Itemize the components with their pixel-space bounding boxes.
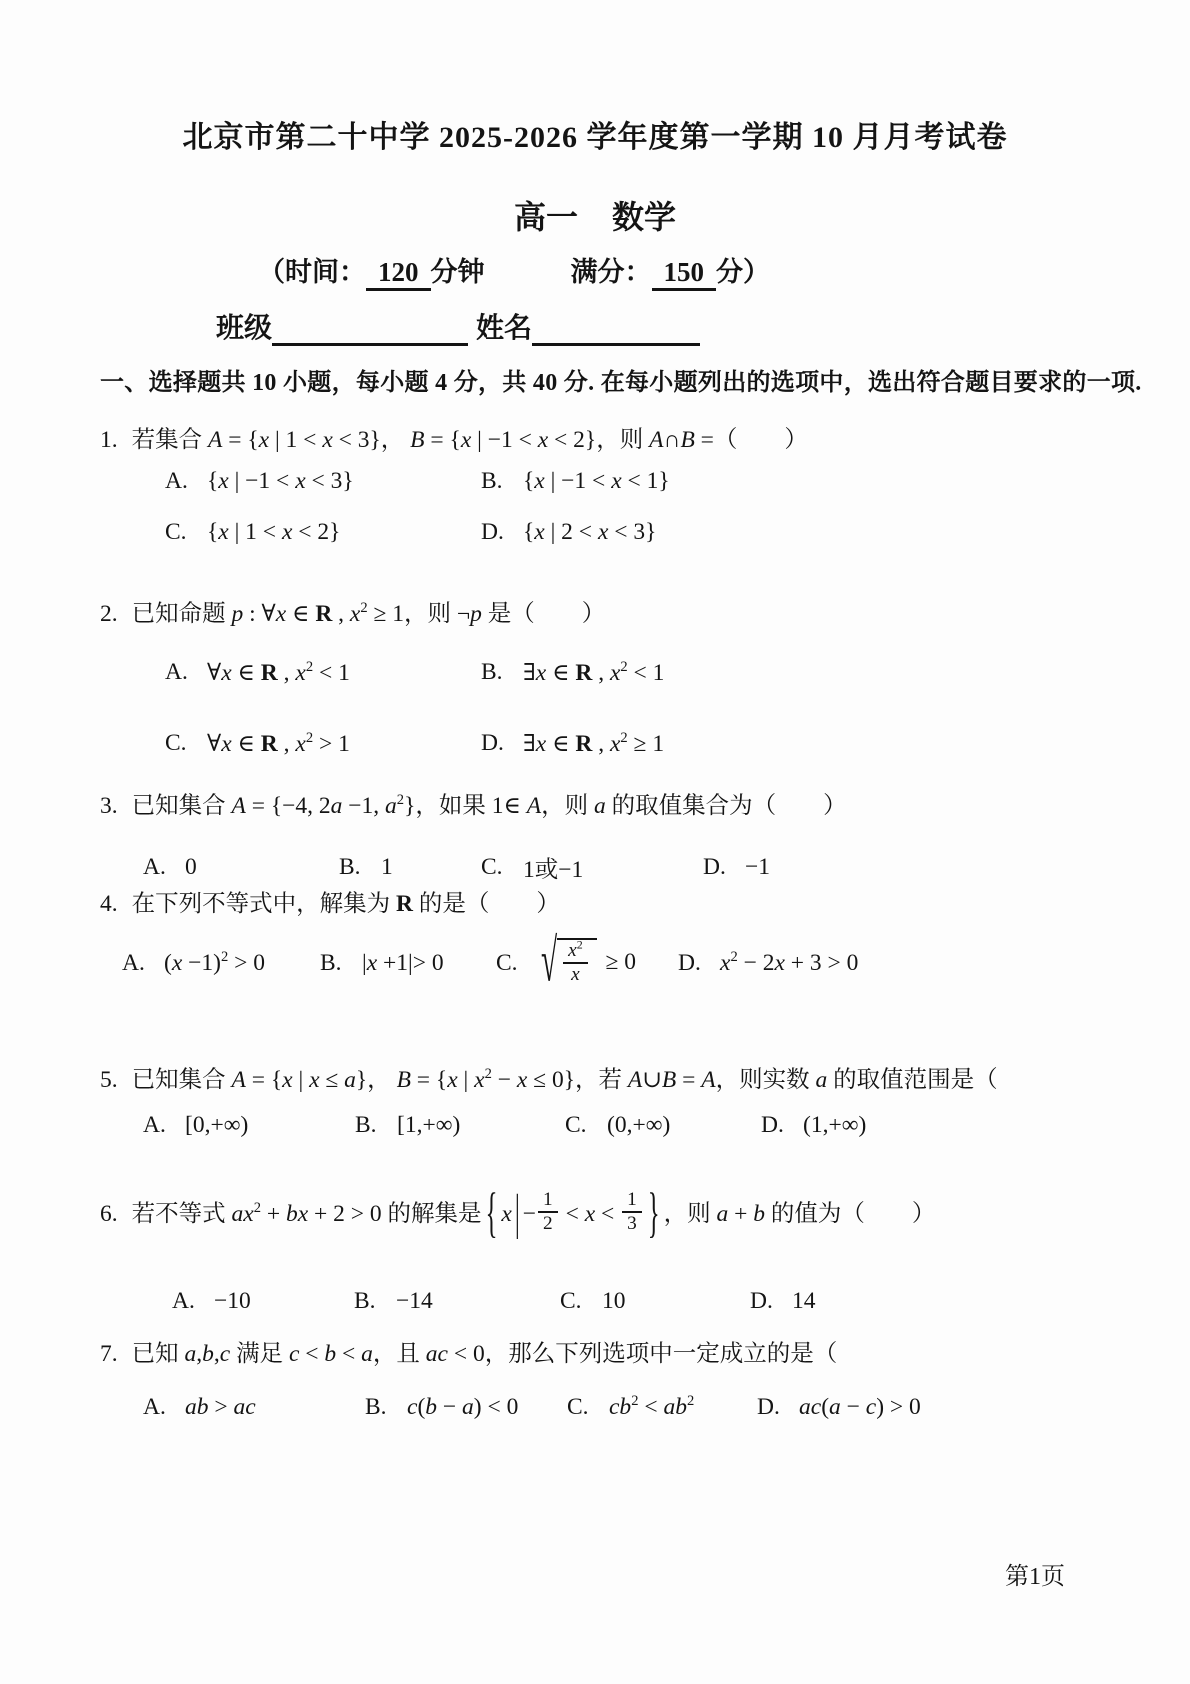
time-label: （时间： (258, 257, 366, 287)
option-6d (750, 1288, 816, 1315)
option-text: ∀x ∈ R , $x^2 < 1$ (207, 659, 350, 686)
option-label: D. (757, 1394, 780, 1420)
option-6b (354, 1288, 560, 1315)
option-1a (165, 468, 481, 495)
option-4b (320, 950, 496, 977)
option-label: C. (496, 950, 518, 977)
question-number: 7. (100, 1341, 118, 1367)
option-label: D. (761, 1112, 784, 1138)
option-text: {x | 2 < x < 3} (523, 519, 657, 545)
name-label: 姓名 (476, 313, 533, 344)
option-label: A. (143, 1394, 166, 1420)
option-2a (165, 658, 481, 687)
question-number: 3. (100, 793, 118, 819)
option-text: {x | −1 < x < 1} (523, 468, 670, 494)
question-2-stem (100, 594, 605, 628)
option-label: D. (703, 853, 726, 880)
option-label: B. (365, 1394, 387, 1420)
option-text: (0,+∞) (607, 1112, 671, 1138)
option-2c (165, 729, 481, 758)
option-text: −10 (214, 1288, 251, 1314)
class-blank (272, 313, 468, 346)
time-value: 120 (366, 257, 431, 291)
option-5b (355, 1112, 565, 1139)
option-label: A. (122, 950, 145, 977)
option-label: C. (165, 730, 187, 756)
option-label: C. (560, 1288, 582, 1314)
question-text: 已知命题 p : ∀x ∈ R , $x^2 \ge 1$，则 ¬p 是（ ） (131, 600, 606, 627)
question-text: 若集合 A = {x | 1 < x < 3}， B = {x | −1 < x < 2}，则 A∩B =（ ） (131, 427, 808, 453)
option-5c (565, 1112, 761, 1139)
option-2b (481, 658, 664, 687)
option-text: 1 (381, 853, 393, 880)
question-4-stem (100, 884, 560, 918)
question-text: 已知集合 A = {−4, 2a −1, $a^2$}，如果 1∈ A，则 a 的取值集合为（ ） (131, 792, 847, 819)
score-value: 150 (652, 257, 717, 291)
option-text: 0 (185, 853, 197, 880)
option-3c (481, 850, 703, 884)
option-text: $(x -1)^2 > 0$ (164, 949, 266, 977)
option-label: C. (481, 853, 503, 880)
option-text: {x | −1 < x < 3} (207, 468, 354, 494)
option-6a (172, 1288, 354, 1315)
option-4a (122, 950, 320, 977)
question-1-options (165, 468, 670, 546)
option-label: D. (678, 950, 701, 977)
option-label: A. (143, 853, 166, 880)
option-label: D. (481, 730, 504, 756)
option-3d (703, 854, 770, 881)
option-text: ∀x ∈ R , $x^2 > 1$ (207, 730, 350, 757)
option-text: 14 (792, 1288, 816, 1314)
question-text: 已知 a,b,c 满足 c < b < a，且 ac < 0，那么下列选项中一定成立的是（ (131, 1341, 838, 1367)
question-7-stem (100, 1334, 837, 1368)
option-text: √ $\frac{x^2}{x}$ ≥ 0 (541, 929, 637, 995)
option-label: D. (481, 519, 504, 545)
question-6-stem (100, 1182, 936, 1244)
question-6-options (172, 1288, 816, 1315)
option-text: [1,+∞) (397, 1112, 461, 1138)
question-number: 5. (100, 1067, 118, 1093)
option-text: [0,+∞) (185, 1112, 249, 1138)
score-label: 满分： (570, 257, 652, 287)
option-label: B. (339, 853, 361, 880)
option-5d (761, 1112, 866, 1139)
option-text: ac(a − c) > 0 (799, 1394, 921, 1420)
question-5-options (143, 1112, 866, 1139)
option-text: $x^2 - 2x + 3 > 0$ (720, 949, 859, 977)
question-2-options (165, 658, 664, 758)
option-text: −1 (745, 853, 771, 880)
option-label: A. (172, 1288, 195, 1314)
option-6c (560, 1288, 750, 1315)
option-3b (339, 854, 481, 881)
option-label: D. (750, 1288, 773, 1314)
class-name-line (216, 306, 700, 346)
exam-info-line (258, 250, 770, 291)
question-5-stem (100, 1060, 998, 1094)
option-2d (481, 729, 664, 758)
score-unit: 分） (716, 257, 770, 287)
option-7c (567, 1394, 757, 1421)
option-label: A. (143, 1112, 166, 1138)
paper-title: 北京市第二十中学 2025-2026 学年度第一学期 10 月月考试卷 (182, 121, 1008, 154)
option-label: B. (354, 1288, 376, 1314)
option-label: B. (355, 1112, 377, 1138)
section-heading: 一、选择题共 10 小题，每小题 4 分，共 40 分. 在每小题列出的选项中，选出符合题目要求的一项. (100, 370, 1142, 396)
option-text: {x | 1 < x < 2} (207, 519, 341, 545)
option-text: ∃x ∈ R , $x^2 \ge 1$ (523, 730, 665, 757)
option-1b (481, 468, 670, 495)
option-text: $cb^2 < ab^2$ (609, 1393, 695, 1420)
option-label: B. (320, 950, 342, 977)
option-text: −14 (396, 1288, 433, 1314)
option-5a (143, 1112, 355, 1139)
option-text: ∃x ∈ R , $x^2 < 1$ (523, 659, 665, 686)
option-1d (481, 519, 670, 546)
question-1-stem (100, 420, 808, 454)
option-1c (165, 519, 481, 546)
question-7-options (143, 1394, 921, 1421)
page-number: 第1页 (1005, 1564, 1065, 1590)
option-text: (1,+∞) (803, 1112, 867, 1138)
question-3-stem (100, 786, 847, 820)
option-label: B. (481, 468, 503, 494)
question-number: 6. (100, 1200, 118, 1227)
option-7a (143, 1394, 365, 1421)
question-number: 2. (100, 601, 118, 627)
name-blank (532, 313, 700, 346)
question-4-options (122, 929, 859, 995)
option-3a (143, 854, 339, 881)
option-text: 10 (602, 1288, 626, 1314)
question-text: 若不等式 $ax^2$ + bx + 2 > 0 的解集是 { x | − $\frac{1}{2}$ < x < $\frac{1}{3}$ } ，则 a + b 的值为（ ） (131, 1182, 936, 1244)
option-4d (678, 950, 858, 977)
option-label: A. (165, 659, 188, 685)
option-label: C. (567, 1394, 589, 1420)
question-number: 4. (100, 891, 118, 917)
paper-subtitle (0, 192, 1190, 238)
option-4c (496, 929, 678, 995)
option-label: C. (165, 519, 187, 545)
class-label: 班级 (216, 313, 273, 344)
question-text: 在下列不等式中，解集为 R 的是（ ） (131, 891, 560, 917)
option-text: ab > ac (185, 1394, 256, 1420)
option-7d (757, 1394, 921, 1421)
option-label: A. (165, 468, 188, 494)
time-unit: 分钟 (430, 257, 485, 287)
question-3-options (143, 850, 770, 884)
option-label: B. (481, 659, 503, 685)
option-label: C. (565, 1112, 587, 1138)
question-text: 已知集合 A = {x | x ≤ a}， B = {x | $x^2 - x \le 0$}，若 A∪B = A，则实数 a 的取值范围是（ (131, 1066, 998, 1093)
subject-label: 数学 (612, 199, 677, 235)
option-text: |x +1|> 0 (362, 950, 444, 977)
option-7b (365, 1394, 567, 1421)
option-text: 1或−1 (523, 857, 584, 883)
option-text: c(b − a) < 0 (407, 1394, 519, 1420)
question-number: 1. (100, 427, 118, 453)
grade-label: 高一 (513, 199, 578, 235)
